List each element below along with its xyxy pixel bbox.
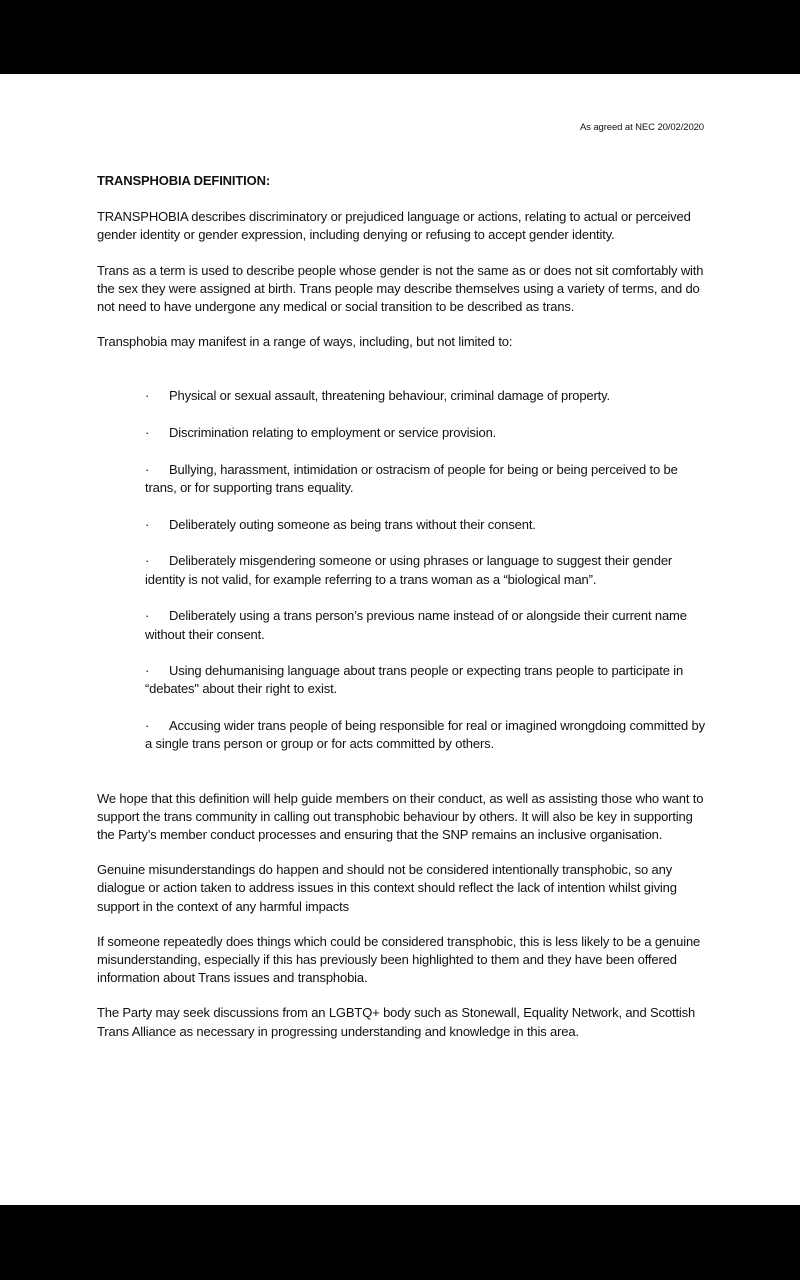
list-item [145,607,705,643]
agreed-note: As agreed at NEC 20/02/2020 [579,122,704,133]
list-item [145,516,705,534]
paragraph-trans-term: Trans as a term is used to describe people whose gender is not the same as or does not sit comfortably with the sex they were assigned at birth. Trans people may describe themselves using a variety of terms, and do not need to have undergone any medical or social transition to be described as trans. [97,262,704,315]
paragraph-lgbtq-bodies: The Party may seek discussions from an LGBTQ+ body such as Stonewall, Equality Network, and Scottish Trans Alliance as necessary in progressing understanding and knowledge in this area. [97,1005,696,1039]
manifestations-list [97,387,705,753]
bullet-marker: · [145,608,150,624]
list-item-text: Deliberately misgendering someone or using phrases or language to suggest their gender identity is not valid, for example referring to a trans woman as a “biological man”. [145,553,673,587]
bullet-marker: · [145,388,150,404]
bottom-black-bar [0,1205,800,1280]
top-black-bar [0,0,800,74]
bullet-marker: · [145,553,150,569]
list-item-text: Bullying, harassment, intimidation or ostracism of people for being or being perceived to be trans, or for supporting trans equality. [145,461,678,496]
list-item [145,662,705,698]
paragraph-misunderstandings: Genuine misunderstandings do happen and should not be considered intentionally transphobic, so any dialogue or action taken to address issues in this context should reflect the lack of intention whilst giving support in the context of any harmful impacts [97,862,677,914]
list-item [145,424,705,442]
document-title: TRANSPHOBIA DEFINITION: [97,173,271,188]
list-item-text: Accusing wider trans people of being responsible for real or imagined wrongdoing committed by a single trans person or group or for acts committed by others. [145,718,705,752]
list-item [145,552,705,588]
list-item-text: Deliberately outing someone as being trans without their consent. [169,516,536,532]
document-page [0,74,800,1205]
list-item-text: Using dehumanising language about trans people or expecting trans people to participate in “debates" about their right to exist. [145,663,684,697]
bullet-marker: · [145,425,150,441]
list-item [145,461,705,497]
list-item-text: Deliberately using a trans person’s previous name instead of or alongside their current name without their consent. [145,608,687,642]
paragraph-repeated-behaviour: If someone repeatedly does things which could be considered transphobic, this is less likely to be a genuine misunderstanding, especially if this has previously been highlighted to them and they have been offered information about Trans issues and transphobia. [97,933,701,986]
list-item [145,387,705,405]
paragraph-definition: TRANSPHOBIA describes discriminatory or prejudiced language or actions, relating to actual or perceived gender identity or gender expression, including denying or refusing to accept gender identity. [97,209,691,243]
paragraph-guidance: We hope that this definition will help guide members on their conduct, as well as assisting those who want to support the trans community in calling out transphobic behaviour by others. It will also be key in supporting the Party’s member conduct processes and ensuring that the SNP remains an inclusive organisation. [97,790,704,842]
bullet-marker: · [145,461,150,477]
bullet-marker: · [145,718,150,734]
list-item-text: Discrimination relating to employment or service provision. [169,425,497,441]
list-item [145,717,705,753]
bullet-marker: · [145,663,150,679]
list-item-text: Physical or sexual assault, threatening behaviour, criminal damage of property. [169,388,610,404]
bullet-marker: · [145,516,150,532]
document-body [97,172,705,1058]
list-intro: Transphobia may manifest in a range of ways, including, but not limited to: [97,334,513,350]
